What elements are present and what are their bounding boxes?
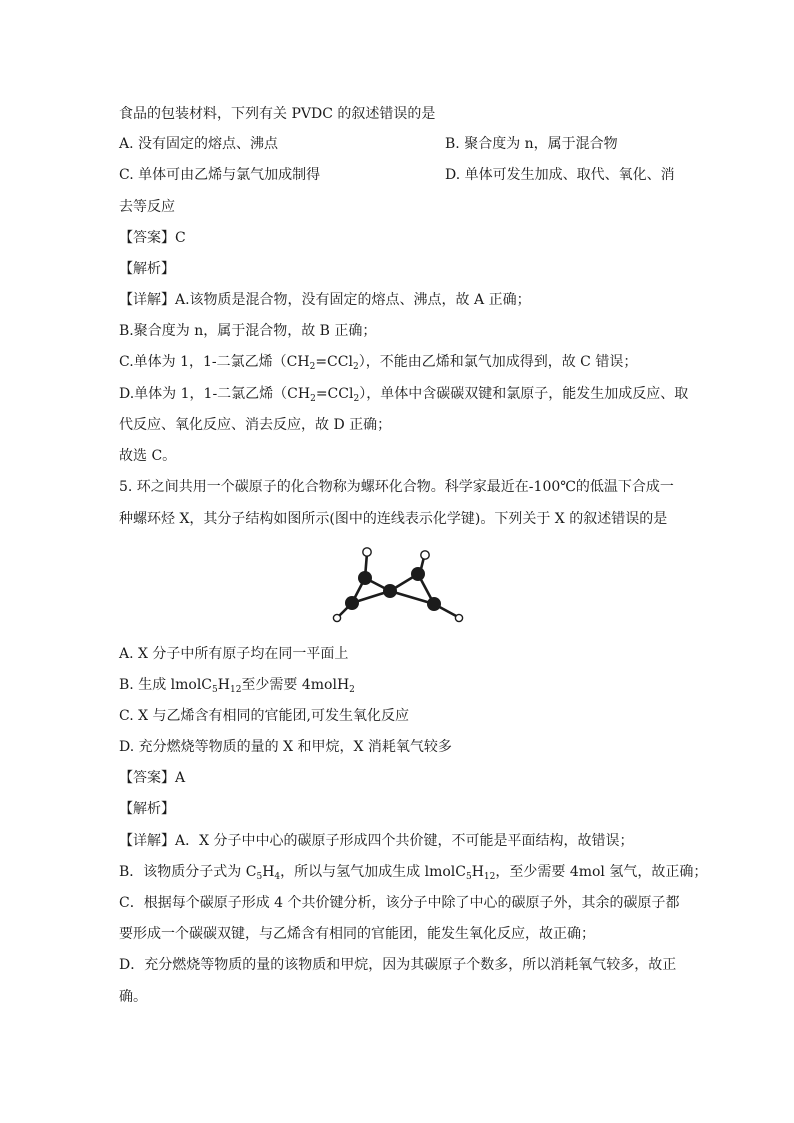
q4-option-d-cont: 去等反应: [119, 199, 175, 215]
q5-detail-d: D．充分燃烧等物质的量的该物质和甲烷，因为其碳原子个数多，所以消耗氧气较多，故正: [119, 957, 677, 973]
q5-detail-d-cont: 确。: [119, 989, 147, 1005]
hydrogen-atom: [363, 548, 371, 556]
detail-label: 【详解】: [119, 833, 175, 849]
detail-label: 【详解】: [119, 292, 175, 308]
q4-option-a: A. 没有固定的熔点、沸点: [119, 136, 279, 152]
q4-analysis-heading: 【解析】: [119, 261, 175, 277]
q4-conclusion: 故选 C。: [119, 448, 177, 464]
q5-analysis-heading: 【解析】: [119, 801, 175, 817]
q4-detail-a: 【详解】A.该物质是混合物，没有固定的熔点、沸点，故 A 正确；: [119, 292, 531, 308]
q5-option-c: C. X 与乙烯含有相同的官能团,可发生氧化反应: [119, 708, 409, 724]
q5-detail-a: 【详解】A．X 分子中中心的碳原子形成四个共价键，不可能是平面结构，故错误；: [119, 833, 634, 849]
q5-detail-b: B．该物质分子式为 $C_5H_4$，所以与氢气加成生成 $lmolC_5H_{12}$，至少需要 4mol 氢气，故正确；: [119, 864, 708, 882]
q4-detail-d: D.单体为 1，1-二氯乙烯$(CH_2=CCl_2)$，单体中含碳碳双键和氯原子，能发生加成反应、取: [119, 386, 689, 404]
q5-detail-c: C．根据每个碳原子形成 4 个共价键分析，该分子中除了中心的碳原子外，其余的碳原子都: [119, 895, 680, 911]
q5-detail-c-cont: 要形成一个碳碳双键，与乙烯含有相同的官能团，能发生氧化反应，故正确；: [119, 926, 595, 942]
q4-detail-d-cont: 代反应、氧化反应、消去反应，故 D 正确；: [119, 417, 392, 433]
carbon-atom: [383, 584, 397, 598]
q4-option-b: B. 聚合度为 n，属于混合物: [445, 136, 618, 152]
q4-option-d: D. 单体可发生加成、取代、氧化、消: [445, 167, 675, 183]
q5-answer: 【答案】A: [119, 770, 186, 786]
q4-detail-b: B.聚合度为 n，属于混合物，故 B 正确；: [119, 323, 377, 339]
q4-option-c: C. 单体可由乙烯与氯气加成制得: [119, 167, 321, 183]
carbon-atom: [411, 567, 425, 581]
q5-option-a: A. X 分子中所有原子均在同一平面上: [119, 646, 349, 662]
q5-stem-line1: 5. 环之间共用一个碳原子的化合物称为螺环化合物。科学家最近在-100℃的低温下合成一: [119, 479, 674, 495]
spiro-molecule-diagram: [330, 543, 470, 625]
q4-detail-c: C.单体为 1，1-二氯乙烯$(CH_2=CCl_2)$，不能由乙烯和氯气加成得到，故 C 错误；: [119, 354, 638, 372]
carbon-atom: [427, 597, 441, 611]
hydrogen-atom: [421, 551, 429, 559]
carbon-atom: [358, 571, 372, 585]
carbon-atom: [345, 596, 359, 610]
q4-stem: 食品的包装材料，下列有关 PVDC 的叙述错误的是: [119, 106, 436, 122]
q5-option-d: D. 充分燃烧等物质的量的 X 和甲烷，X 消耗氧气较多: [119, 739, 452, 755]
q4-answer: 【答案】C: [119, 230, 186, 246]
q5-stem-line2: 种螺环烃 X，其分子结构如图所示(图中的连线表示化学键)。下列关于 X 的叙述错误的是: [119, 511, 668, 527]
q5-option-b: B. 生成 $lmolC_5H_{12}$至少需要 4molH$_2$: [119, 677, 355, 695]
hydrogen-atom: [455, 614, 462, 621]
hydrogen-atom: [333, 614, 340, 621]
